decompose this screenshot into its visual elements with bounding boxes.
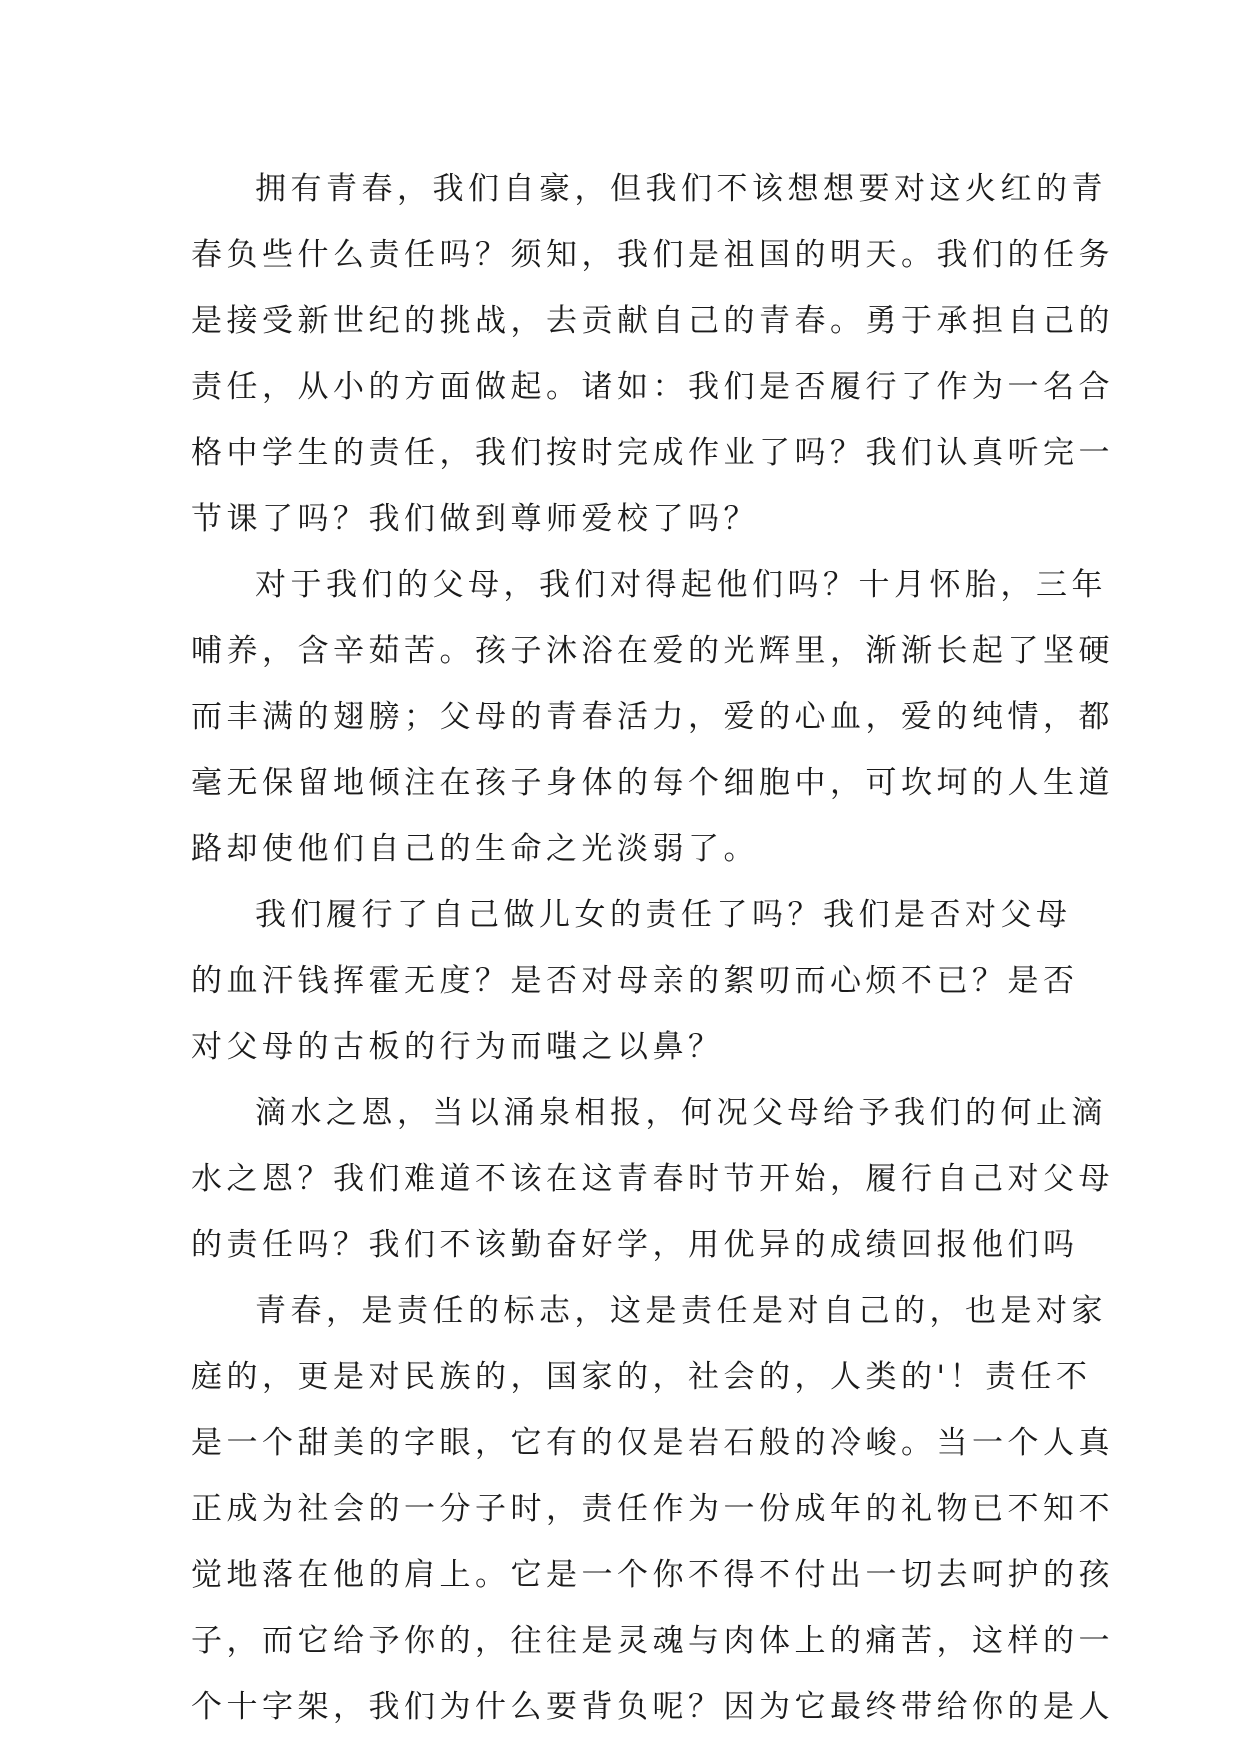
paragraph-3-line-3: 对父母的古板的行为而嗤之以鼻？ [191,1029,724,1065]
paragraph-2-line-3: 而丰满的翅膀；父母的青春活力，爱的心血，爱的纯情，都 [191,699,1114,735]
paragraph-1-line-2: 春负些什么责任吗？须知，我们是祖国的明天。我们的任务 [191,237,1114,273]
document-body [191,156,1114,1740]
paragraph-4-line-1: 滴水之恩，当以涌泉相报，何况父母给予我们的何止滴 [255,1095,1107,1131]
paragraph-1-line-4: 责任，从小的方面做起。诸如：我们是否履行了作为一名合 [191,369,1114,405]
paragraph-5-line-4: 正成为社会的一分子时，责任作为一份成年的礼物已不知不 [191,1491,1114,1527]
paragraph-5-line-1: 青春，是责任的标志，这是责任是对自己的，也是对家 [255,1293,1107,1329]
paragraph-1-line-1: 拥有青春，我们自豪，但我们不该想想要对这火红的青 [255,171,1107,207]
paragraph-2-line-4: 毫无保留地倾注在孩子身体的每个细胞中，可坎坷的人生道 [191,765,1114,801]
paragraph-2-line-2: 哺养，含辛茹苦。孩子沐浴在爱的光辉里，渐渐长起了坚硬 [191,633,1114,669]
paragraph-4-line-2: 水之恩？我们难道不该在这青春时节开始，履行自己对父母 [191,1161,1114,1197]
paragraph-5-line-2: 庭的，更是对民族的，国家的，社会的，人类的'！责任不 [191,1359,1092,1395]
paragraph-1-line-6: 节课了吗？我们做到尊师爱校了吗？ [191,501,759,537]
paragraph-3-line-1: 我们履行了自己做儿女的责任了吗？我们是否对父母 [255,897,1072,933]
paragraph-5-line-3: 是一个甜美的字眼，它有的仅是岩石般的冷峻。当一个人真 [191,1425,1114,1461]
paragraph-2-line-5: 路却使他们自己的生命之光淡弱了。 [191,831,759,867]
paragraph-2-line-1: 对于我们的父母，我们对得起他们吗？十月怀胎，三年 [255,567,1107,603]
paragraph-1-line-3: 是接受新世纪的挑战，去贡献自己的青春。勇于承担自己的 [191,303,1114,339]
paragraph-5-line-7: 个十字架，我们为什么要背负呢？因为它最终带给你的是人 [191,1689,1114,1725]
paragraph-5-line-6: 子，而它给予你的，往往是灵魂与肉体上的痛苦，这样的一 [191,1623,1114,1659]
paragraph-4-line-3: 的责任吗？我们不该勤奋好学，用优异的成绩回报他们吗 [191,1227,1079,1263]
paragraph-1-line-5: 格中学生的责任，我们按时完成作业了吗？我们认真听完一 [191,435,1114,471]
paragraph-3-line-2: 的血汗钱挥霍无度？是否对母亲的絮叨而心烦不已？是否 [191,963,1079,999]
paragraph-5-line-5: 觉地落在他的肩上。它是一个你不得不付出一切去呵护的孩 [191,1557,1114,1593]
